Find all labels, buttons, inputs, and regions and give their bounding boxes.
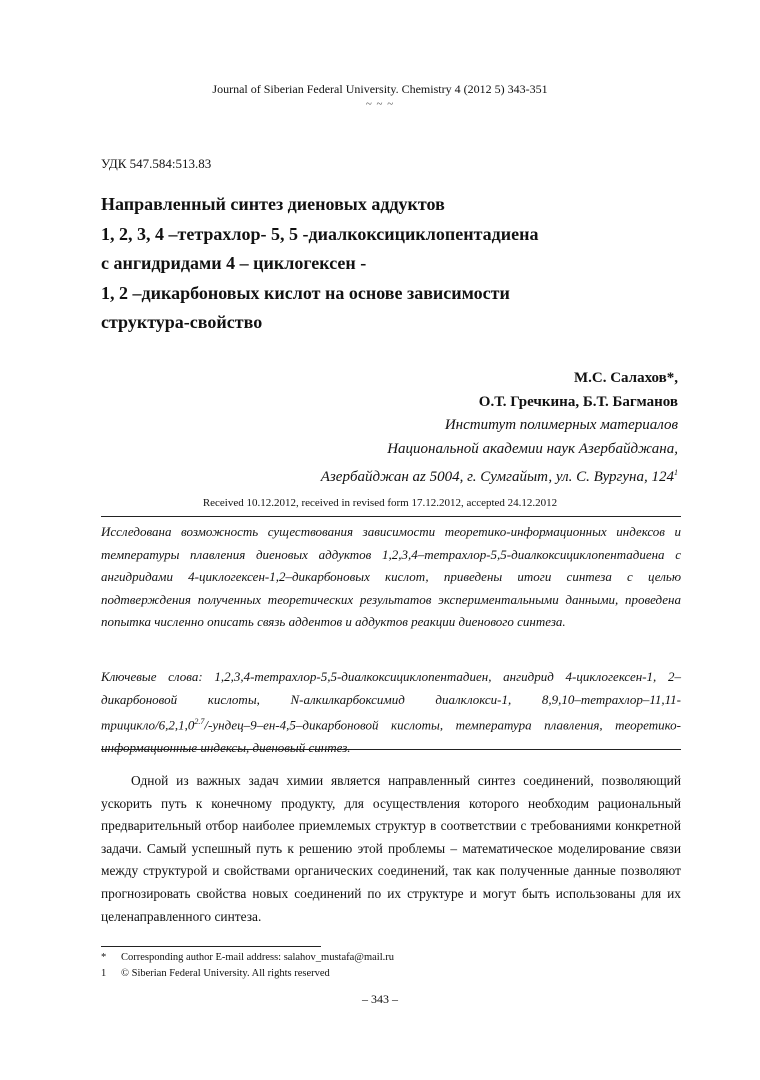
- header-ornament: ~ ~ ~: [365, 98, 395, 110]
- received-dates: Received 10.12.2012, received in revised form 17.12.2012, accepted 24.12.2012: [202, 497, 558, 509]
- footnote: [101, 950, 394, 966]
- title-line: 1, 2 –дикарбоновых кислот на основе зависимости: [101, 282, 510, 303]
- keywords: [101, 666, 681, 759]
- abstract-top-rule: [101, 516, 681, 517]
- title-line: с ангидридами 4 – циклогексен -: [101, 253, 367, 273]
- keywords-superscript: 2.7: [194, 717, 205, 726]
- journal-header: Journal of Siberian Federal University. Chemistry 4 (2012 5) 343-351: [212, 82, 548, 96]
- body-paragraph: Одной из важных задач химии является направленный синтез соединений, позволяющий ускорить путь к конечному продукту, для осуществления которого необходим рациональный предварительный отбор наиболее приемлемых структур в соответствии с требованиями конкретной задачи. Самый успешный путь к решению этой проблемы – математическое моделирование связи между структурой и свойствами органических соединений, так как полученные данные позволяют прогнозировать свойства новых соединений по их структуре и могут быть использованы для их целенаправленного синтеза.: [101, 773, 681, 924]
- footnote-text: Corresponding author E-mail address: salahov_mustafa@mail.ru: [121, 952, 394, 963]
- footnote: [101, 966, 394, 982]
- udk-code: УДК 547.584:513.83: [101, 156, 212, 171]
- footnotes: [101, 950, 394, 982]
- author-line-2: О.Т. Гречкина, Б.Т. Багманов: [478, 393, 678, 410]
- abstract: Исследована возможность существования зависимости теоретико-информационных индексов и температуры плавления диеновых аддуктов 1,2,3,4–тетрахлор-5,5-диалкоксициклопентадиена с ангидридами 4-циклогексен-1,2–дикарбоновых кислот, приведены итоги синтеза с целью подтверждения полученных теоретических результатов экспериментальными данными, проведена попытка численно описать связь аддентов и аддуктов реакции диенового синтеза.: [101, 524, 681, 629]
- keywords-bottom-rule: [101, 749, 681, 750]
- title-line: Направленный синтез диеновых аддуктов: [101, 194, 445, 214]
- footnote-text: © Siberian Federal University. All rights reserved: [121, 968, 330, 979]
- affiliation-line: Национальной академии наук Азербайджана,: [387, 440, 678, 457]
- author-line-1: М.С. Салахов*,: [573, 370, 678, 386]
- title-line: структура-свойство: [101, 312, 263, 332]
- affiliation-address: Азербайджан az 5004, г. Сумгайыт, ул. С. Вургуна, 124: [320, 469, 674, 485]
- affiliation-footnote-mark: 1: [674, 468, 678, 477]
- title-line: 1, 2, 3, 4 –тетрахлор- 5, 5 -диалкоксициклопентадиена: [101, 223, 539, 244]
- footnote-mark: *: [101, 952, 107, 963]
- authors-block: [158, 367, 678, 490]
- affiliation-line-address: [158, 461, 678, 490]
- keywords-text-end: /-ундец–9–ен-4,5–дикарбоновой кислоты, температура плавления, теоретико-информационные индексы, диеновый синтез.: [101, 717, 681, 755]
- keywords-text-start: Ключевые слова: 1,2,3,4-тетрахлор-5,5-диалкоксициклопентадиен, ангидрид 4-циклогексен-1, 2–дикарбоновой кислоты, N-алкилкарбоксимид диалклокси-1, 8,9,10–тетрахлор–11,11-трицикло/6,2,1,0: [101, 669, 681, 733]
- page-number: – 343 –: [362, 992, 398, 1006]
- footnote-rule: [101, 946, 321, 947]
- affiliation-line: Институт полимерных материалов: [444, 417, 678, 433]
- article-title: [101, 190, 671, 338]
- footnote-mark: 1: [101, 968, 107, 979]
